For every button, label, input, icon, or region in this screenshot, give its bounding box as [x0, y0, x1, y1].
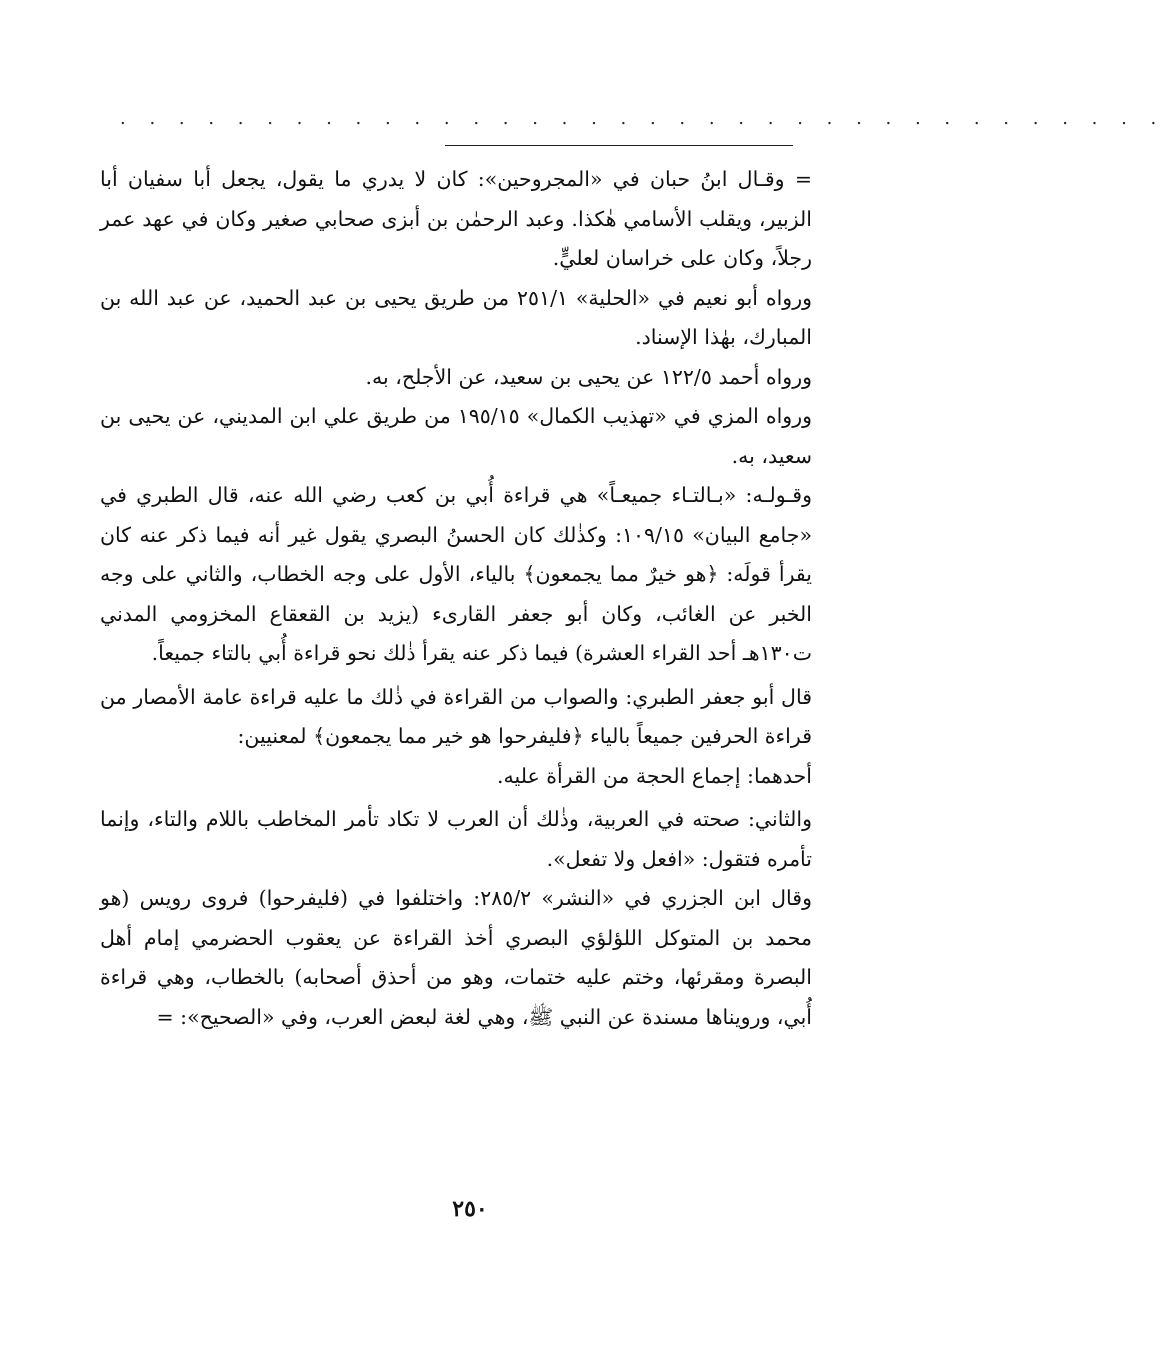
header-dotted-line: . . . . . . . . . . . . . . . . . . . . . . . . . . . . . . . . . . . . — [120, 108, 1165, 129]
page-number: ٢٥٠ — [452, 1196, 488, 1222]
footnote-body — [100, 160, 812, 1037]
paragraph-ibn-hibban: = وقـال ابنُ حبان في «المجروحين»: كان لا يدري ما يقول، يجعل أبا سفيان أبا الزبير، ويقلب الأسامي هٰكذا. وعبد الرحمٰن بن أبزى صحابي صغير وكان في عهد عمر رجلاً، وكان على خراسان لعليٍّ. — [100, 167, 812, 270]
paragraph-qiraah-ubayy: وقـولـه: «بـالتـاء جميعـاً» هي قراءة أُبي بن كعب رضي الله عنه، قال الطبري في «جامع البيان» ١٠٩/١٥: وكذٰلك كان الحسنُ البصري يقول غير أنه فيما ذكر عنه كان يقرأ قولَه: ﴿هو خيرٌ مما يجمعون﴾ بالياء، الأول على وجه الخطاب، والثاني على وجه الخبر عن الغائب، وكان أبو جعفر القارىء (يزيد بن القعقاع المخزومي المدني ت١٣٠هـ أحد القراء العشرة) فيما ذكر عنه يقرأ ذٰلك نحو قراءة أُبي بالتاء جميعاً. — [100, 483, 812, 665]
paragraph-abu-nuaim: ورواه أبو نعيم في «الحلية» ٢٥١/١ من طريق يحيى بن عبد الحميد، عن عبد الله بن المبارك، بهٰذا الإسناد. — [100, 285, 813, 349]
paragraph-first-reason: أحدهما: إجماع الحجة من القرأة عليه. — [497, 763, 812, 788]
paragraph-second-reason: والثاني: صحته في العربية، وذٰلك أن العرب لا تكاد تأمر المخاطب باللام والتاء، وإنما تأمره فتقول: «افعل ولا تفعل». — [100, 807, 812, 871]
footnote-separator-rule — [445, 145, 793, 146]
paragraph-tabari: قال أبو جعفر الطبري: والصواب من القراءة في ذٰلك ما عليه قراءة عامة الأمصار من قراءة الحرفين جميعاً بالياء ﴿فليفرحوا هو خير مما يجمعون﴾ لمعنيين: — [100, 684, 812, 748]
paragraph-ibn-jazari: وقال ابن الجزري في «النشر» ٢٨٥/٢: واختلفوا في (فليفرحوا) فروى رويس (هو محمد بن المتوكل اللؤلؤي البصري أخذ القراءة عن يعقوب الحضرمي إمام أهل البصرة ومقرئها، وختم عليه ختمات، وهو من أحذق أصحابه) بالخطاب، وهي قراءة أُبي، ورويناها مسندة عن النبي ﷺ، وهي لغة لبعض العرب، وفي «الصحيح»: = — [100, 886, 812, 1029]
paragraph-ahmad: ورواه أحمد ١٢٢/٥ عن يحيى بن سعيد، عن الأجلح، به. — [365, 364, 812, 389]
paragraph-mizzi: ورواه المزي في «تهذيب الكمال» ١٩٥/١٥ من طريق علي ابن المديني، عن يحيى بن سعيد، به. — [100, 404, 813, 468]
